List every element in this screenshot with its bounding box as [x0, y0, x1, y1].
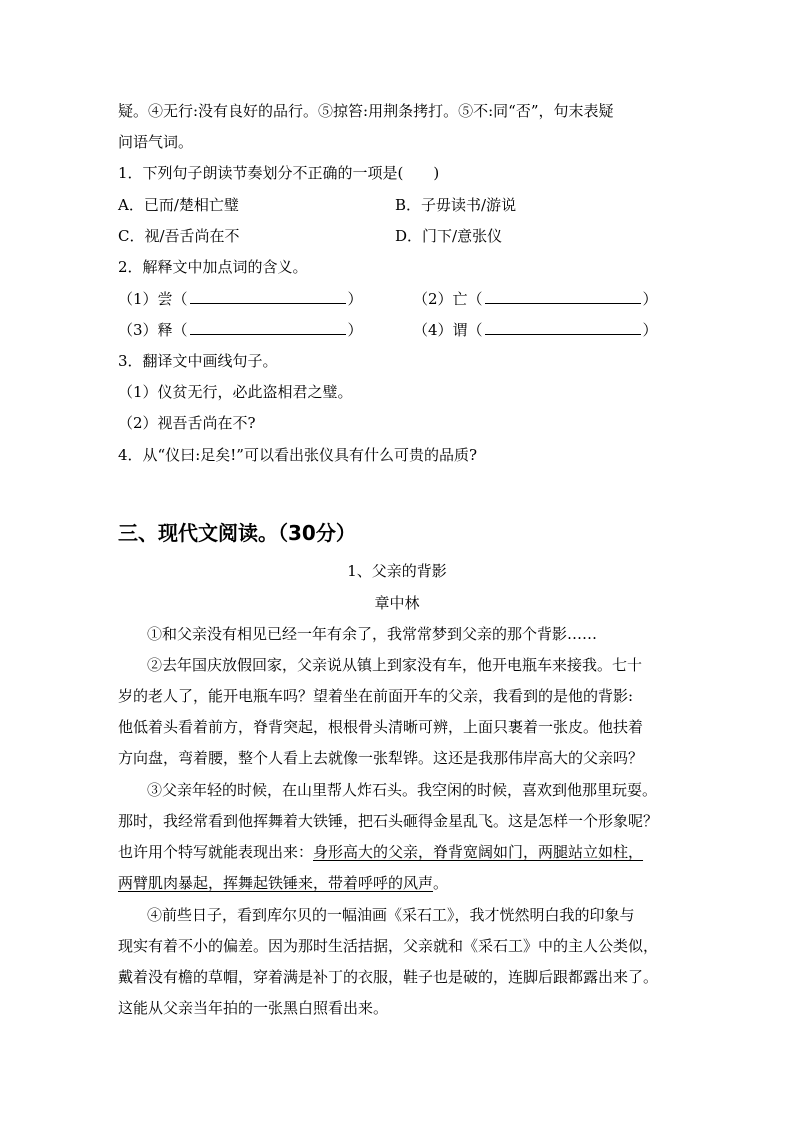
paragraph-3-line: 那时，我经常看到他挥舞着大铁锤，把石头砸得金星乱飞。这是怎样一个形象呢？ [118, 812, 659, 830]
word-label: （3）释（ [118, 321, 188, 339]
answer-blank[interactable] [190, 319, 346, 335]
word-label: （2）亡（ [413, 290, 483, 308]
article-title: 1、父亲的背影 [347, 562, 447, 580]
word-item [413, 319, 658, 339]
paren-close: ） [642, 321, 658, 339]
plain-text: 。 [433, 874, 449, 892]
paragraph-4-line: ④前些日子，看到库尔贝的一幅油画《采石工》，我才恍然明白我的印象与 [147, 906, 635, 924]
paragraph-3-line: ③父亲年轻的时候，在山里帮人炸石头。我空闲的时候，喜欢到他那里玩耍。 [147, 781, 658, 799]
word-label: （1）尝（ [118, 290, 188, 308]
paragraph-3-line [118, 873, 448, 893]
question-1-stem: 1．下列句子朗读节奏划分不正确的一项是( ) [118, 164, 440, 182]
option-a: A．已而/楚相亡璧 [118, 196, 239, 214]
paren-close: ） [347, 321, 363, 339]
word-item [413, 288, 658, 308]
word-label: （4）谓（ [413, 321, 483, 339]
paragraph-4-line: 这能从父亲当年拍的一张黑白照看出来。 [118, 999, 389, 1017]
option-c: C．视/吾舌尚在不 [118, 227, 240, 245]
paren-close: ） [642, 290, 658, 308]
option-d: D．门下/意张仪 [395, 227, 503, 245]
paragraph-4-line: 戴着没有檐的草帽，穿着满是补丁的衣服，鞋子也是破的，连脚后跟都露出来了。 [118, 968, 659, 986]
option-b: B．子毋读书/游说 [395, 196, 517, 214]
answer-blank[interactable] [485, 288, 641, 304]
translate-item: （2）视吾舌尚在不? [118, 414, 256, 432]
underlined-sentence: 两臂肌肉暴起，挥舞起铁锤来，带着呼呼的风声 [118, 874, 434, 892]
paren-close: ） [347, 290, 363, 308]
notes-line: 疑。④无行:没有良好的品行。⑤掠笞:用荆条拷打。⑤不:同“否”，句末表疑 [118, 102, 614, 120]
answer-blank[interactable] [190, 288, 346, 304]
question-2-stem: 2．解释文中加点词的含义。 [118, 258, 308, 276]
word-item [118, 288, 363, 308]
answer-blank[interactable] [485, 319, 641, 335]
paragraph-2-line: 方向盘，弯着腰，整个人看上去就像一张犁铧。这还是我那伟岸高大的父亲吗？ [118, 749, 644, 767]
paragraph-3-line [118, 842, 643, 862]
notes-line: 问语气词。 [118, 133, 194, 151]
underlined-sentence: 身形高大的父亲，脊背宽阔如门，两腿站立如柱， [313, 843, 644, 861]
article-author: 章中林 [374, 594, 420, 612]
paragraph-2-line: 他低着头看着前方，脊背突起，根根骨头清晰可辨，上面只裹着一张皮。他扶着 [118, 718, 644, 736]
paragraph-2-line: ②去年国庆放假回家，父亲说从镇上到家没有车，他开电瓶车来接我。七十 [147, 656, 643, 674]
paragraph-2-line: 岁的老人了，能开电瓶车吗？望着坐在前面开车的父亲，我看到的是他的背影: [118, 687, 634, 705]
section-heading: 三、现代文阅读。（30分） [118, 521, 356, 545]
word-item [118, 319, 363, 339]
question-3-stem: 3．翻译文中画线句子。 [118, 352, 278, 370]
paragraph-1: ①和父亲没有相见已经一年有余了，我常常梦到父亲的那个背影…… [147, 625, 598, 643]
question-4-stem: 4．从“仪曰:足矣!”可以看出张仪具有什么可贵的品质? [118, 446, 478, 464]
plain-text: 也许用个特写就能表现出来： [118, 843, 314, 861]
translate-item: （1）仪贫无行，必此盗相君之璧。 [118, 383, 353, 401]
paragraph-4-line: 现实有着不小的偏差。因为那时生活拮据，父亲就和《采石工》中的主人公类似， [118, 937, 659, 955]
